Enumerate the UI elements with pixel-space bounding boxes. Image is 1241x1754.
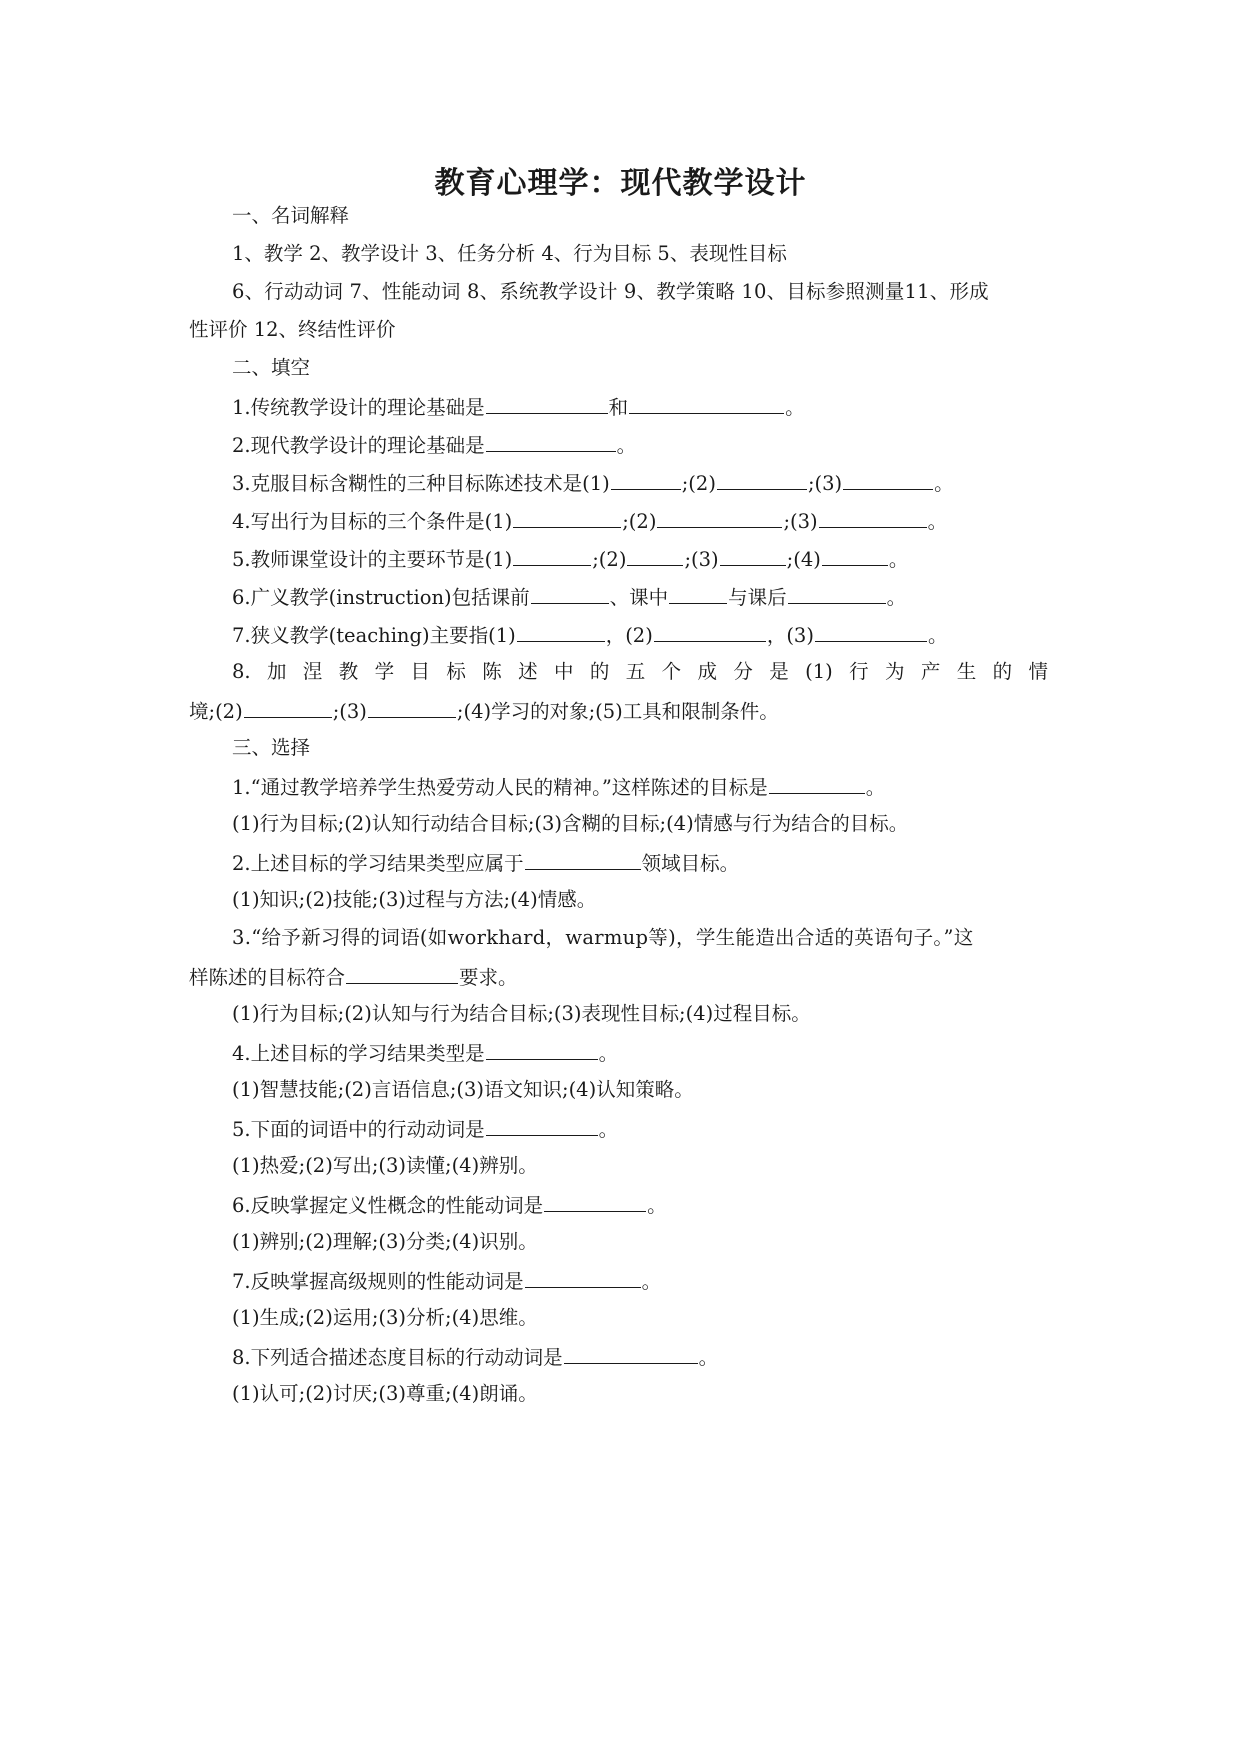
question-text: 。 <box>641 1270 662 1293</box>
question-text: 7.狭义教学(teaching)主要指(1) <box>232 624 516 647</box>
question-text: 领域目标。 <box>641 852 740 875</box>
answer-blank <box>654 619 766 642</box>
answer-blank <box>627 543 683 566</box>
question-text: 5.下面的词语中的行动动词是 <box>232 1118 485 1141</box>
fill-question <box>232 429 636 461</box>
choice-question <box>232 1113 618 1145</box>
answer-blank <box>769 771 865 794</box>
answer-blank <box>244 695 332 718</box>
question-text: ;(2) <box>592 548 627 571</box>
question-text: ;(3) <box>807 472 843 495</box>
section-heading: 一、名词解释 <box>232 204 350 227</box>
question-text: 。 <box>785 396 805 419</box>
question-text: 6.广义教学(instruction)包括课前 <box>232 586 530 609</box>
answer-blank <box>486 429 616 452</box>
choice-options: (1)辨别;(2)理解;(3)分类;(4)识别。 <box>232 1230 538 1253</box>
question-text: ;(4) <box>786 548 821 571</box>
question-text: 2.上述目标的学习结果类型应属于 <box>232 852 524 875</box>
answer-blank <box>525 847 641 870</box>
answer-blank <box>486 1037 598 1060</box>
question-text: ;(3) <box>783 510 818 533</box>
choice-options: (1)热爱;(2)写出;(3)读懂;(4)辨别。 <box>232 1154 538 1177</box>
answer-blank <box>486 1113 598 1136</box>
question-char: 标 <box>446 660 466 683</box>
question-text: 。 <box>865 776 886 799</box>
question-char: 8. <box>232 660 251 683</box>
fill-question <box>232 581 906 613</box>
answer-blank <box>611 467 681 490</box>
answer-blank <box>629 391 784 414</box>
question-char: 是 <box>769 660 789 683</box>
question-char: 成 <box>697 660 717 683</box>
answer-blank <box>513 543 591 566</box>
question-text: ;(3) <box>684 548 719 571</box>
answer-blank <box>717 467 807 490</box>
question-text: 7.反映掌握高级规则的性能动词是 <box>232 1270 524 1293</box>
question-text: 5.教师课堂设计的主要环节是(1) <box>232 548 513 571</box>
question-char: 五 <box>625 660 646 683</box>
answer-blank <box>720 543 786 566</box>
fill-question <box>232 543 908 575</box>
choice-question <box>232 1265 661 1297</box>
term-list-line: 1、教学 2、教学设计 3、任务分析 4、行为目标 5、表现性目标 <box>232 242 787 265</box>
fill-question <box>189 695 779 727</box>
question-text: 。 <box>598 1042 619 1065</box>
choice-options: (1)知识;(2)技能;(3)过程与方法;(4)情感。 <box>232 888 597 911</box>
question-text: 样陈述的目标符合 <box>189 966 346 989</box>
question-text: 1.“通过教学培养学生热爱劳动人民的精神。”这样陈述的目标是 <box>232 776 768 799</box>
question-text: 。 <box>647 1194 667 1217</box>
question-char: 情 <box>1028 660 1048 683</box>
question-text: 。 <box>934 472 954 495</box>
answer-blank <box>657 505 782 528</box>
page-title: 教育心理学：现代教学设计 <box>434 166 807 201</box>
question-text: 要求。 <box>459 966 518 989</box>
question-text: 6.反映掌握定义性概念的性能动词是 <box>232 1194 544 1217</box>
question-text: 4.写出行为目标的三个条件是(1) <box>232 510 513 533</box>
answer-blank <box>346 961 458 984</box>
answer-blank <box>368 695 456 718</box>
question-text: 8.下列适合描述态度目标的行动动词是 <box>232 1346 563 1369</box>
choice-question <box>232 847 739 879</box>
question-char: 为 <box>884 660 905 683</box>
question-char: 生 <box>956 660 977 683</box>
question-text: 1.传统教学设计的理论基础是 <box>232 396 485 419</box>
question-char: 加 <box>266 660 287 683</box>
answer-blank <box>517 619 605 642</box>
question-char: 行 <box>849 660 869 683</box>
answer-blank <box>669 581 727 604</box>
question-text: ，(2) <box>605 624 653 647</box>
question-text: 和 <box>608 396 629 419</box>
term-list-line: 性评价 12、终结性评价 <box>189 318 396 341</box>
fill-question <box>232 619 947 651</box>
fill-question-justified <box>232 657 1048 687</box>
choice-question <box>189 961 518 993</box>
choice-options: (1)智慧技能;(2)言语信息;(3)语文知识;(4)认知策略。 <box>232 1078 694 1101</box>
answer-blank <box>819 505 927 528</box>
question-text: ，(3) <box>766 624 814 647</box>
question-char: 的 <box>992 660 1013 683</box>
answer-blank <box>544 1189 646 1212</box>
question-text: ;(4)学习的对象;(5)工具和限制条件。 <box>456 700 779 723</box>
question-text: 。 <box>888 548 909 571</box>
choice-question <box>232 1189 667 1221</box>
question-text: 。 <box>927 510 948 533</box>
question-char: 分 <box>733 660 753 683</box>
answer-blank <box>513 505 621 528</box>
fill-question <box>232 391 805 423</box>
answer-blank <box>822 543 888 566</box>
question-text: 境;(2) <box>189 700 243 723</box>
question-char: 的 <box>589 660 610 683</box>
question-text: 与课后 <box>728 586 787 609</box>
question-text: 2.现代教学设计的理论基础是 <box>232 434 485 457</box>
question-text: ;(2) <box>622 510 657 533</box>
choice-question: 3.“给予新习得的词语(如workhard，warmup等)，学生能造出合适的英语句子。”这 <box>232 926 974 949</box>
answer-blank <box>486 391 608 414</box>
question-char: 述 <box>518 660 538 683</box>
question-char: 学 <box>374 660 395 683</box>
question-text: 、课中 <box>609 586 669 609</box>
question-char: 陈 <box>482 660 502 683</box>
question-char: 中 <box>553 660 574 683</box>
fill-question <box>232 467 954 499</box>
choice-options: (1)行为目标;(2)认知与行为结合目标;(3)表现性目标;(4)过程目标。 <box>232 1002 811 1025</box>
answer-blank <box>815 619 927 642</box>
answer-blank <box>531 581 609 604</box>
section-heading: 三、选择 <box>232 736 311 759</box>
answer-blank <box>525 1265 641 1288</box>
choice-question <box>232 771 885 803</box>
question-char: 涅 <box>302 660 323 683</box>
question-char: 教 <box>338 660 359 683</box>
question-text: 3.克服目标含糊性的三种目标陈述技术是(1) <box>232 472 610 495</box>
term-list-line: 6、行动动词 7、性能动词 8、系统教学设计 9、教学策略 10、目标参照测量11、形成 <box>232 280 989 303</box>
question-text: 。 <box>886 586 907 609</box>
choice-options: (1)行为目标;(2)认知行动结合目标;(3)含糊的目标;(4)情感与行为结合的目标。 <box>232 812 909 835</box>
question-text: 。 <box>927 624 948 647</box>
question-text: 4.上述目标的学习结果类型是 <box>232 1042 485 1065</box>
choice-question <box>232 1341 718 1373</box>
answer-blank <box>788 581 886 604</box>
question-text: 。 <box>698 1346 719 1369</box>
question-char: 产 <box>920 660 941 683</box>
choice-options: (1)认可;(2)讨厌;(3)尊重;(4)朗诵。 <box>232 1382 538 1405</box>
answer-blank <box>564 1341 698 1364</box>
choice-question <box>232 1037 618 1069</box>
question-text: 。 <box>598 1118 619 1141</box>
question-text: ;(2) <box>681 472 716 495</box>
question-text: 。 <box>616 434 637 457</box>
question-char: (1) <box>805 660 833 683</box>
fill-question <box>232 505 947 537</box>
question-text: ;(3) <box>332 700 367 723</box>
section-heading: 二、填空 <box>232 356 311 379</box>
answer-blank <box>843 467 933 490</box>
question-char: 个 <box>661 660 682 683</box>
question-char: 目 <box>410 660 430 683</box>
choice-options: (1)生成;(2)运用;(3)分析;(4)思维。 <box>232 1306 538 1329</box>
